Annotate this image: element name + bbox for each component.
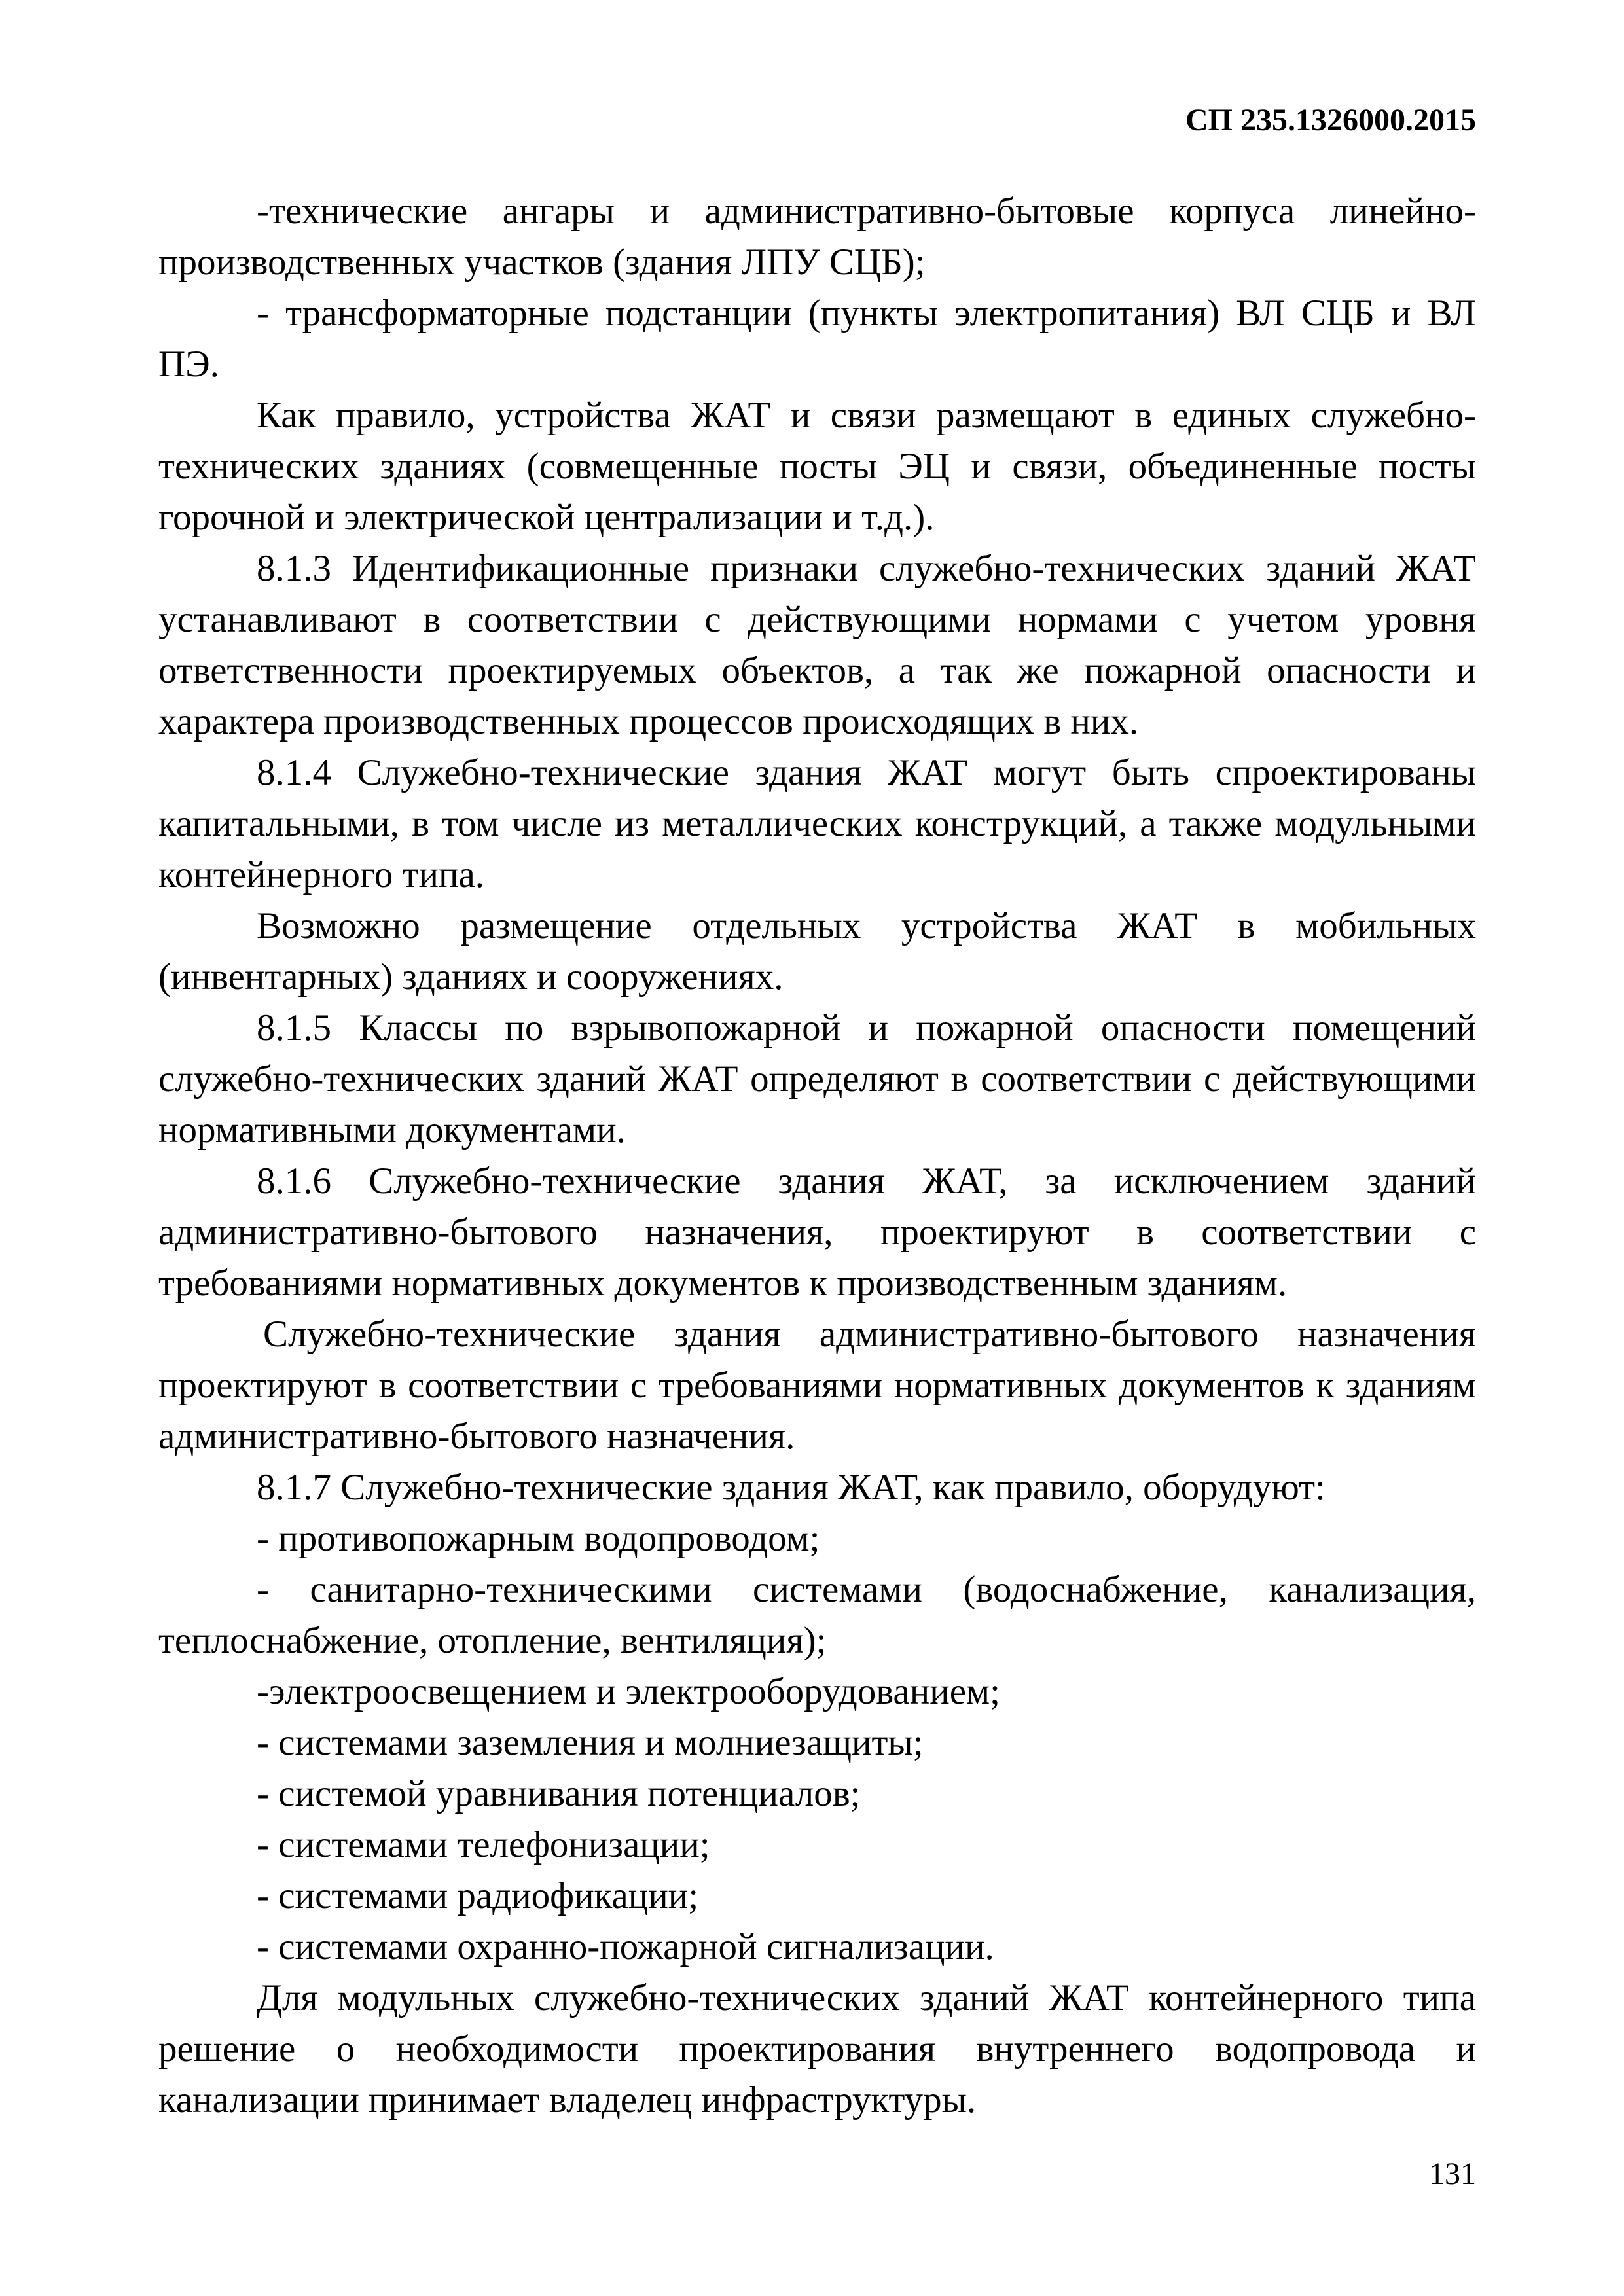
list-item: - системами телефонизации; xyxy=(257,1824,710,1865)
paragraph-modular-buildings: Для модульных служебно-технических зданий ЖАТ контейнерного типа решение о необходимости проектирования внутреннего водопровода и канализации принимает владелец инфраструктуры. xyxy=(158,1977,1476,2121)
document-code-header: СП 235.1326000.2015 xyxy=(1185,103,1476,137)
paragraph-8-1-7: 8.1.7 Служебно-технические здания ЖАТ, как правило, оборудуют: xyxy=(257,1467,1326,1508)
paragraph-substations: - трансформаторные подстанции (пункты электропитания) ВЛ СЦБ и ВЛ ПЭ. xyxy=(158,293,1476,385)
paragraph-hangars: -технические ангары и административно-бытовые корпуса линейно-производственных участков (здания ЛПУ СЦБ); xyxy=(158,190,1476,283)
paragraph-8-1-4: 8.1.4 Служебно-технические здания ЖАТ могут быть спроектированы капитальными, в том числе из металлических конструкций, а также модульными контейнерного типа. xyxy=(158,752,1476,895)
paragraph-8-1-6: 8.1.6 Служебно-технические здания ЖАТ, за исключением зданий административно-бытового назначения, проектируют в соответствии с требованиями нормативных документов к производственным зданиям. xyxy=(158,1160,1476,1304)
paragraph-8-1-5: 8.1.5 Классы по взрывопожарной и пожарной опасности помещений служебно-технических зданий ЖАТ определяют в соответствии с действующими нормативными документами. xyxy=(158,1007,1476,1151)
list-item: - санитарно-техническими системами (водоснабжение, канализация, теплоснабжение, отопление, вентиляция); xyxy=(158,1569,1476,1661)
list-item: -электроосвещением и электрооборудованием; xyxy=(257,1671,1000,1712)
body-text xyxy=(158,186,1476,2126)
list-item: - системами радиофикации; xyxy=(257,1875,699,1916)
paragraph-admin-buildings: Служебно-технические здания административно-бытового назначения проектируют в соответствии с требованиями нормативных документов к зданиям административно-бытового назначения. xyxy=(158,1314,1476,1457)
paragraph-8-1-3: 8.1.3 Идентификационные признаки служебно-технических зданий ЖАТ устанавливают в соответствии с действующими нормами с учетом уровня ответственности проектируемых объектов, а так же пожарной опасности и характера производственных процессов происходящих в них. xyxy=(158,548,1476,742)
list-item: - противопожарным водопроводом; xyxy=(257,1518,820,1559)
paragraph-mobile-buildings: Возможно размещение отдельных устройства ЖАТ в мобильных (инвентарных) зданиях и сооружениях. xyxy=(158,905,1476,997)
paragraph-general-rule: Как правило, устройства ЖАТ и связи размещают в единых служебно-технических зданиях (совмещенные посты ЭЦ и связи, объединенные посты горочной и электрической централизации и т.д.). xyxy=(158,395,1476,538)
list-item: - системами заземления и молниезащиты; xyxy=(257,1722,924,1763)
page-number: 131 xyxy=(1429,2157,1476,2191)
list-item: - системами охранно-пожарной сигнализации. xyxy=(257,1926,994,1967)
list-item: - системой уравнивания потенциалов; xyxy=(257,1773,861,1814)
